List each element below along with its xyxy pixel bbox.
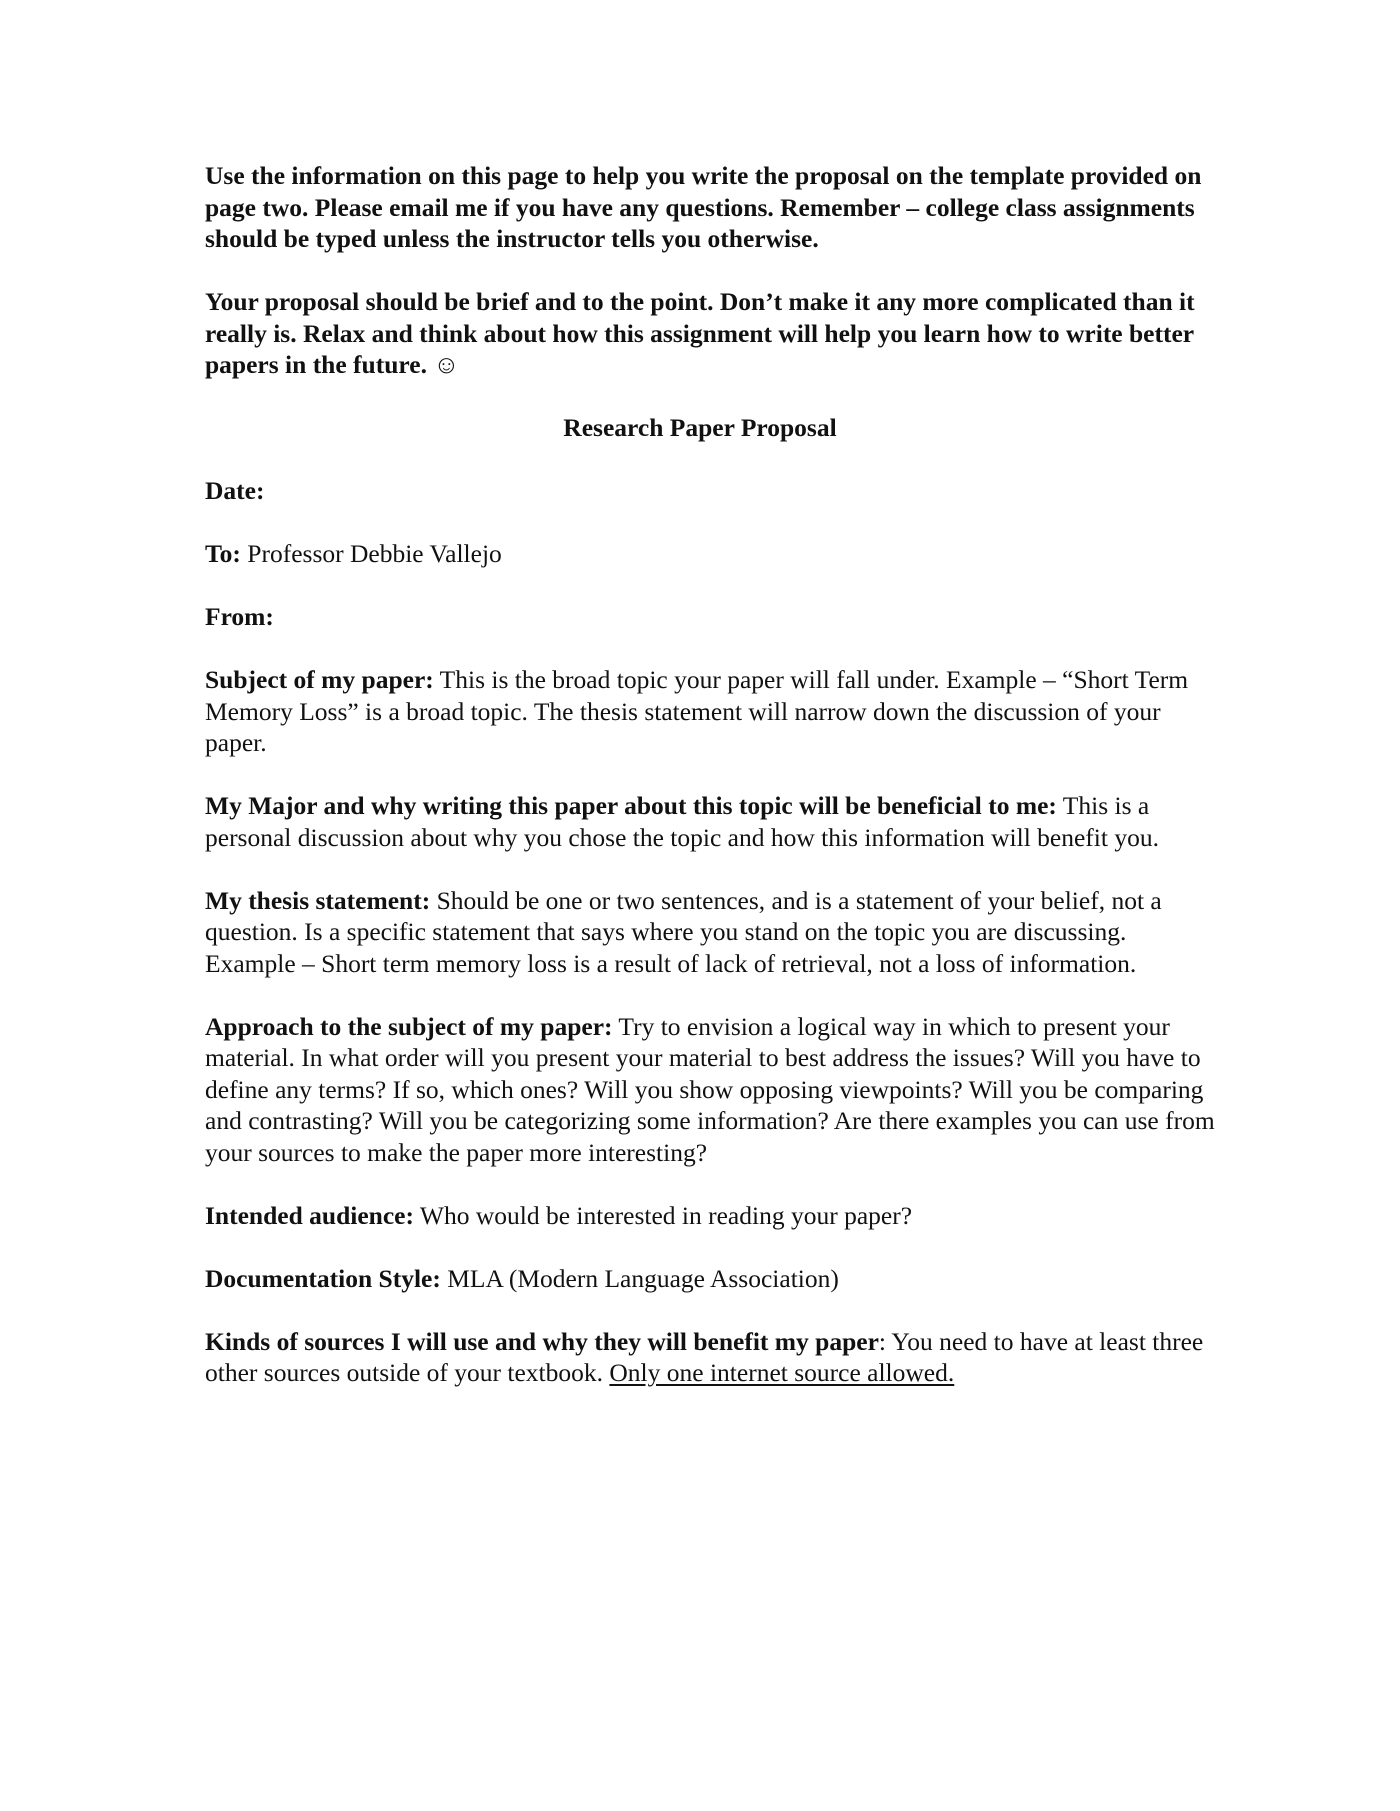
sources-text: : You need to have at least three other sources outside of your textbook. <box>205 1326 1204 1387</box>
date-label: Date: <box>205 476 265 505</box>
proposal-title: Research Paper Proposal <box>563 413 837 442</box>
thesis-label: My thesis statement: <box>205 885 431 915</box>
sources-field <box>205 1326 1215 1389</box>
from-field <box>205 601 1215 633</box>
thesis-text: Should be one or two sentences, and is a statement of your belief, not a question. Is a specific statement that says where you stand on the topic you are discussing. Example – Short term memory loss is a result of lack of retrieval, not a loss of information. <box>205 885 1162 978</box>
audience-field <box>205 1200 1215 1232</box>
audience-text: Who would be interested in reading your paper? <box>413 1200 913 1230</box>
audience-label: Intended audience: <box>205 1200 414 1230</box>
to-value: Professor Debbie Vallejo <box>240 539 502 568</box>
instructions-paragraph-1: Use the information on this page to help you write the proposal on the template provided on page two. Please email me if you have any questions. Remember – college class assignments should be typed unless the instructor tells you otherwise. <box>205 161 1202 253</box>
major-text: This is a personal discussion about why you chose the topic and how this information will benefit you. <box>205 791 1159 852</box>
major-field <box>205 790 1215 853</box>
internet-source-note: Only one internet source allowed. <box>609 1358 955 1387</box>
document-body <box>205 160 1215 1420</box>
date-field <box>205 475 1215 507</box>
subject-text: This is the broad topic your paper will fall under. Example – “Short Term Memory Loss” is a broad topic. The thesis statement will narrow down the discussion of your paper. <box>205 665 1189 757</box>
approach-field <box>205 1011 1215 1169</box>
approach-text: Try to envision a logical way in which to present your material. In what order will you present your material to best address the issues? Will you have to define any terms? If so, which ones? Will you show opposing viewpoints? Will you be comparing and contrasting? Will you be categorizing some information? Are there examples you can use from your sources to make the paper more interesting? <box>205 1011 1215 1167</box>
documentation-text: MLA (Modern Language Association) <box>440 1263 839 1293</box>
major-label: My Major and why writing this paper about this topic will be beneficial to me: <box>205 791 1057 820</box>
approach-label: Approach to the subject of my paper: <box>205 1011 613 1041</box>
documentation-field <box>205 1263 1215 1295</box>
thesis-field <box>205 885 1215 980</box>
to-field <box>205 538 1215 570</box>
from-label: From: <box>205 602 274 631</box>
subject-field <box>205 664 1215 759</box>
documentation-label: Documentation Style: <box>205 1263 441 1293</box>
sources-label: Kinds of sources I will use and why they will benefit my paper <box>205 1326 879 1356</box>
to-label: To: <box>205 539 241 568</box>
instructions-paragraph-2: Your proposal should be brief and to the point. Don’t make it any more complicated than it really is. Relax and think about how this assignment will help you learn how to write better papers in the future. ☺ <box>205 287 1195 379</box>
subject-label: Subject of my paper: <box>205 665 434 694</box>
